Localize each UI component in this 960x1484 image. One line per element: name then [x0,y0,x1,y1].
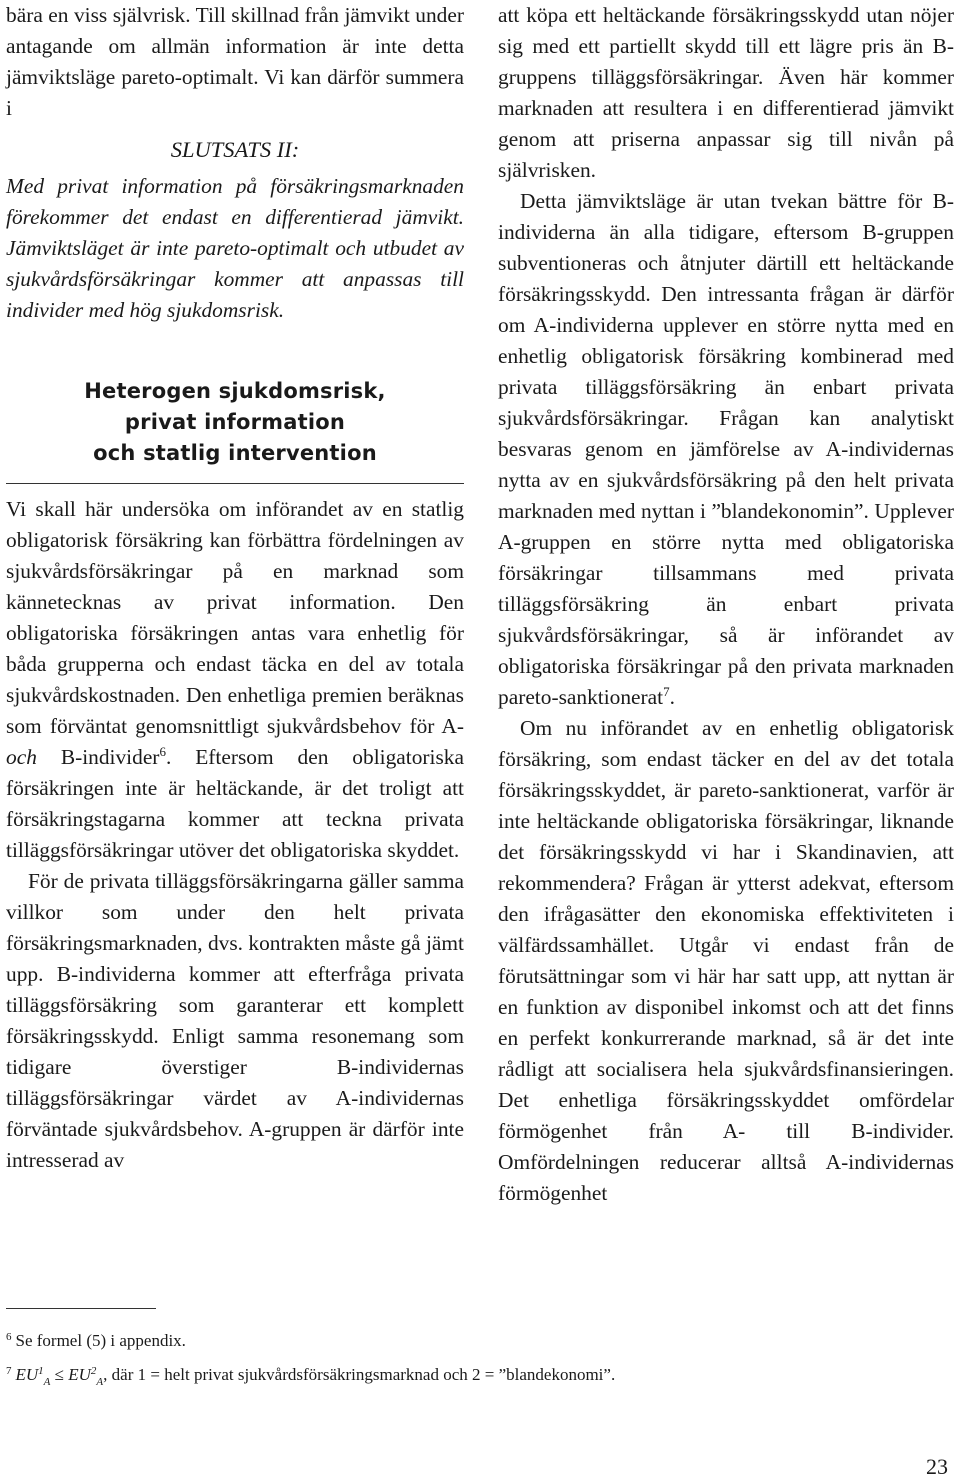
body-paragraph-2: För de privata tilläggsförsäkringarna gäller samma villkor som under den helt privata försäkringsmarknaden, dvs. kontrakten måste gå jämt upp. B-individerna kommer att efterfråga privata tilläggsförsäkring som garanterar ett komplett försäkringsskydd. Enligt samma resonemang som tidigare överstiger B-individernas tilläggsförsäkringar värdet av A-individernas förväntade sjukvårdsbehov. A-gruppen är därför inte intresserad av [6,869,464,1172]
page-number: 23 [926,1454,948,1479]
conclusion-text: Med privat information på försäkringsmarknaden förekommer det endast en differentierad jämvikt. Jämviktsläget är inte pareto-optimalt och utbudet av sjukvårdsförsäkringar kommer att anpassas till individer med hög sjukdomsrisk. [6,174,464,322]
footnote-7: $^7$ $EU^1_A \le EU^2_A$, där 1 = helt privat sjukvårdsförsäkringsmarknad och 2 = ”blandekonomi”. [6,1365,616,1388]
footnotes [6,1322,946,1397]
right-paragraph-1: att köpa ett heltäckande försäkringsskydd utan nöjer sig med ett partiellt skydd till ett lägre pris än B-gruppens tilläggsförsäkringar. Även här kommer marknaden att resultera i en differentierad jämvikt genom att priserna anpassar sig till nivån på självrisken. [498,3,954,182]
footnote-ref-6[interactable]: 6 [159,744,166,759]
heading-line-1: Heterogen sjukdomsrisk, [84,379,386,403]
intro-text: bära en viss självrisk. Till skillnad från jämvikt under antagande om allmän information är inte detta jämviktsläge pareto-optimalt. Vi [6,3,464,89]
intro-paragraph [6,0,464,124]
heading-rule [6,483,464,484]
right-column [498,0,954,1209]
footnote-ref-7[interactable]: 7 [663,684,670,699]
heading-line-3: och statlig intervention [93,441,377,465]
right-paragraph-3: Om nu införandet av en enhetlig obligatorisk försäkring, som endast täcker en del av det totala försäkringsskyddet, är pareto-sanktionerat, varför är inte heltäckande obligatoriska försäkringar, liknande det försäkringsskydd vi har i Skandinavien, att rekommendera? Frågan är ytterst adekvat, eftersom den ifrågasätter den ekonomiska effektiviteten i välfärdssamhället. Utgår vi endast från de förutsättningar som vi här har satt upp, att nyttan är en funktion av disponibel inkomst och att det finns en perfekt konkurrerande marknad, så är det inte rådligt att socialisera hela sjukvårdsfinansieringen. Det enhetliga försäkringsskyddet omfördelar förmögenhet från A- till B-individer. Omfördelningen reducerar alltså A-individernas förmögenhet [498,716,954,1205]
footnote-6: $^6$ Se formel (5) i appendix. [6,1331,186,1350]
body-paragraph-1: Vi skall här undersöka om införandet av en statlig obligatorisk försäkring kan förbättra fördelningen av sjukvårdsförsäkringar på en marknad som kännetecknas av privat information. Den obligatoriska försäkringen antas vara enhetlig för båda grupperna och endast täcka en del av totala sjukvårdskostnaden. Den enhetliga premien beräknas som förväntat genomsnittligt sjukvårdsbehov för A- och B-individer$^6$. Eftersom den obligatoriska försäkringen inte är heltäckande, är det troligt att försäkringstagarna kommer att teckna privata tilläggsförsäkringar utöver det obligatoriska skyddet. [6,497,464,862]
right-paragraph-2: Detta jämviktsläge är utan tvekan bättre för B-individerna än alla tidigare, eftersom B-gruppen subventioneras och åtnjuter därtill ett heltäckande försäkringsskydd. Den intressanta frågan är därför om A-individerna upplever en större nytta med en enhetlig obligatorisk försäkring kombinerad med privata tilläggsförsäkring än enbart privata sjukvårdsförsäkringar. Frågan kan analytiskt besvaras genom en jämförelse av A-individernas nytta av en sjukvårdsförsäkring på den helt privata marknaden med nyttan i ”blandekonomin”. Upplever A-gruppen en större nytta med obligatoriska försäkringar tillsammans med privata tilläggsförsäkring än enbart privata sjukvårdsförsäkringar, så är införandet av obligatoriska försäkringar på den privata marknaden pareto-sanktionerat$^7$. [498,189,954,709]
footnote-rule [6,1308,156,1309]
left-column [6,0,464,1176]
heading-line-2: privat information [124,410,346,434]
conclusion-title: SLUTSATS II: [170,137,300,162]
section-heading [6,376,464,469]
intro-text-end: kan därför summera i [6,65,464,120]
